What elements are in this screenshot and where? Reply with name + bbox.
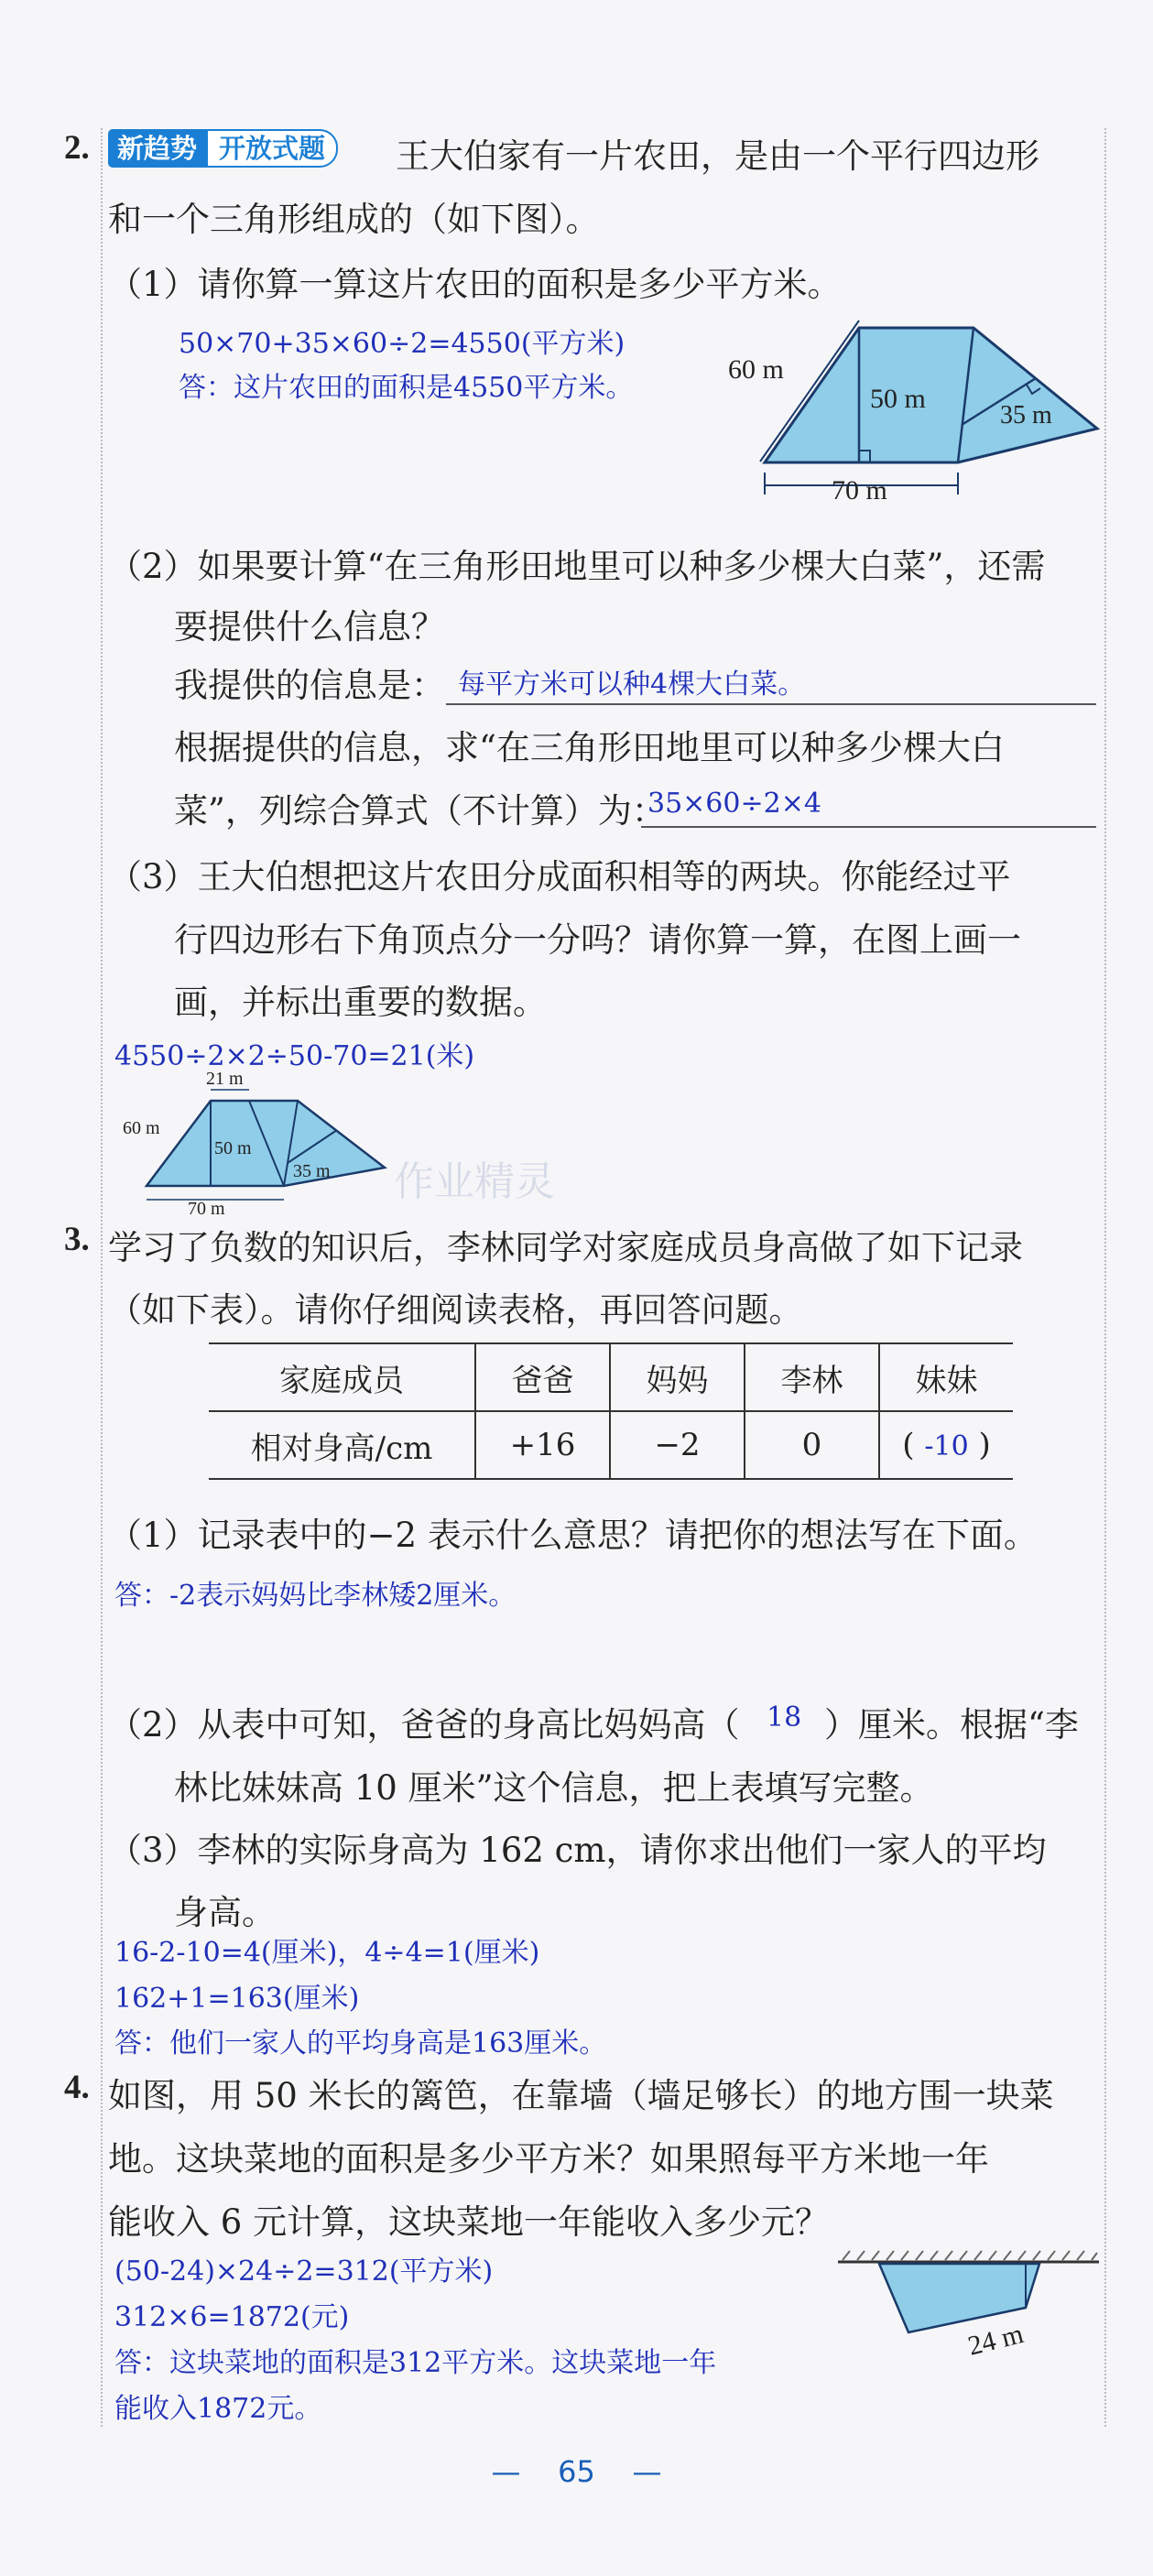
q2-intro-line2: 和一个三角形组成的（如下图）。: [108, 200, 600, 239]
q2-part3-question-line3: 画，并标出重要的数据。: [174, 983, 547, 1022]
q4-text-line3: 能收入 6 元计算，这块菜地一年能收入多少元？: [108, 2202, 830, 2242]
q3-number: 3.: [64, 1221, 90, 1258]
q2-part3-answer: 4550÷2×2÷50-70=21(米): [114, 1040, 475, 1072]
q3-part3-answer-line3: 答：他们一家人的平均身高是163厘米。: [114, 2027, 607, 2060]
divided-farmland-figure: [119, 1069, 555, 1219]
label-70m-small: 70 m: [188, 1199, 225, 1219]
tag-new-trend: 新趋势: [108, 129, 206, 168]
q4-answer-line4: 能收入1872元。: [114, 2393, 322, 2425]
table-header: 妈妈: [610, 1343, 745, 1411]
table-cell-blank: ( -10 ): [879, 1411, 1013, 1479]
q3-part2-text-line2: 林比妹妹高 10 厘米”这个信息，把上表填写完整。: [174, 1768, 934, 1808]
table-cell: +16: [475, 1411, 610, 1479]
table-cell: 0: [745, 1411, 879, 1479]
table-header: 家庭成员: [209, 1343, 475, 1411]
q4-answer-line1: (50-24)×24÷2=312(平方米): [114, 2255, 494, 2288]
q2-tag: [108, 129, 338, 168]
label-60m-small: 60 m: [123, 1118, 160, 1138]
q4-answer-line2: 312×6=1872(元): [114, 2301, 350, 2333]
q2-part2-calc-answer: 35×60÷2×4: [647, 788, 821, 820]
table-row: [209, 1411, 1013, 1479]
label-70m: 70 m: [832, 475, 887, 505]
page-number-footer: — 65 —: [491, 2454, 662, 2489]
q3-part3-answer-line2: 162+1=163(厘米): [114, 1983, 360, 2015]
q2-number: 2.: [64, 129, 90, 167]
label-35m-small: 35 m: [293, 1161, 331, 1181]
blank-answer: -10: [924, 1430, 969, 1462]
q2-intro-line1: 王大伯家有一片农田，是由一个平行四边形: [396, 136, 1039, 176]
q3-part3-answer-line1: 16-2-10=4(厘米)，4÷4=1(厘米): [114, 1937, 540, 1969]
q2-part2-calc-line1: 根据提供的信息，求“在三角形田地里可以种多少棵大白: [174, 728, 1005, 767]
label-35m: 35 m: [1000, 401, 1052, 429]
q3-part3-question-line1: （3）李林的实际身高为 162 cm，请你求出他们一家人的平均: [108, 1831, 1047, 1870]
label-50m-small: 50 m: [214, 1138, 252, 1158]
answer-underline: [446, 703, 1096, 705]
page-number: 65: [558, 2454, 595, 2489]
table-header: 爸爸: [475, 1343, 610, 1411]
farmland-figure: [714, 311, 1108, 513]
label-50m: 50 m: [870, 384, 926, 414]
q2-part1-answer: 答：这片农田的面积是4550平方米。: [179, 372, 634, 404]
table-header: 李林: [745, 1343, 879, 1411]
q2-part2-calc-line2: 菜”，列综合算式（不计算）为：: [174, 791, 666, 831]
q2-part1-formula: 50×70+35×60÷2=4550(平方米): [179, 328, 625, 360]
tag-open-question: 开放式题: [206, 129, 338, 168]
farmland-shape: [765, 328, 1097, 462]
watermark: 作业精灵: [394, 1159, 555, 1204]
label-24m: 24 m: [964, 2319, 1027, 2362]
q4-text-line2: 地。这块菜地的面积是多少平方米？如果照每平方米地一年: [108, 2139, 989, 2179]
left-margin-line: [101, 128, 103, 2427]
q2-part3-question-line1: （3）王大伯想把这片农田分成面积相等的两块。你能经过平: [108, 857, 1011, 897]
q3-part2-text-b: ）厘米。根据“李: [824, 1705, 1079, 1745]
table-row-label: 相对身高/cm: [209, 1411, 475, 1479]
q3-intro-line2: （如下表）。请你仔细阅读表格，再回答问题。: [108, 1290, 803, 1330]
q4-text-line1: 如图，用 50 米长的篱笆，在靠墙（墙足够长）的地方围一块菜: [108, 2076, 1054, 2115]
q4-number: 4.: [64, 2069, 90, 2106]
q2-part3-question-line2: 行四边形右下角顶点分一分吗？请你算一算，在图上画一: [174, 920, 1021, 960]
q4-answer-line3: 答：这块菜地的面积是312平方米。这块菜地一年: [114, 2347, 717, 2379]
table-header: 妹妹: [879, 1343, 1013, 1411]
q3-part1-question: （1）记录表中的−2 表示什么意思？请把你的想法写在下面。: [108, 1516, 1038, 1555]
table-header-row: [209, 1343, 1013, 1411]
q2-part2-info-answer: 每平方米可以种4棵大白菜。: [458, 668, 806, 701]
q2-part1-question: （1）请你算一算这片农田的面积是多少平方米。: [108, 265, 842, 304]
q2-part2-question-line1: （2）如果要计算“在三角形田地里可以种多少棵大白菜”，还需: [108, 547, 1046, 586]
q3-part1-answer: 答：-2表示妈妈比李林矮2厘米。: [114, 1580, 517, 1612]
vegetable-plot-figure: [833, 2245, 1108, 2374]
label-60m: 60 m: [728, 354, 784, 385]
table-cell: −2: [610, 1411, 745, 1479]
label-21m: 21 m: [206, 1069, 244, 1089]
height-table: [209, 1342, 1013, 1480]
q2-part2-question-line2: 要提供什么信息？: [174, 607, 445, 647]
wall-hatching: [843, 2251, 1097, 2260]
q2-part2-info-label: 我提供的信息是：: [174, 666, 445, 705]
q3-intro-line1: 学习了负数的知识后，李林同学对家庭成员身高做了如下记录: [108, 1228, 1023, 1267]
q3-part3-question-line2: 身高。: [174, 1893, 276, 1932]
answer-underline: [641, 826, 1096, 828]
q3-part2-answer: 18: [767, 1701, 802, 1734]
q3-part2-text-a: （2）从表中可知，爸爸的身高比妈妈高（: [108, 1705, 740, 1745]
